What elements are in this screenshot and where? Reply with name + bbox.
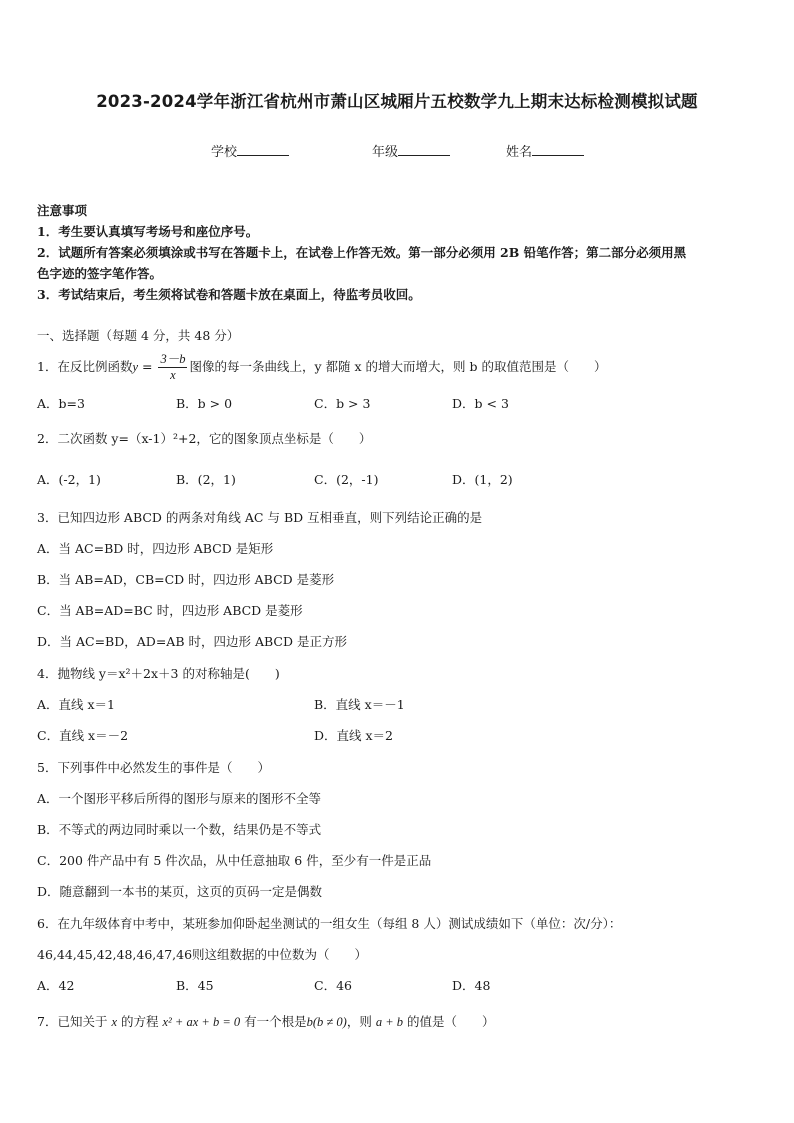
note-3: 3．考试结束后，考生须将试卷和答题卡放在桌面上，待监考员收回。 xyxy=(37,287,421,302)
q1-numerator: 3－b xyxy=(160,352,186,366)
q1-option-c: C．b > 3 xyxy=(314,396,371,411)
q5-option-c: C．200 件产品中有 5 件次品，从中任意抽取 6 件，至少有一件是正品 xyxy=(37,853,432,868)
note-1: 1．考生要认真填写考场号和座位序号。 xyxy=(37,224,259,239)
name-label: 姓名 xyxy=(506,145,533,160)
q7-p2: 的方程 xyxy=(120,1014,159,1029)
q4-option-d: D．直线 x＝2 xyxy=(314,728,393,743)
q4-option-c: C．直线 x＝－2 xyxy=(37,728,129,743)
q7-equation: x² + ax + b = 0 xyxy=(162,1015,241,1029)
name-blank xyxy=(532,143,584,156)
q3-option-a: A．当 AC=BD 时，四边形 ABCD 是矩形 xyxy=(37,541,274,556)
q7-p5: 的值是（ ） xyxy=(407,1014,495,1029)
q1-y: y xyxy=(132,360,139,374)
question-5: 5．下列事件中必然发生的事件是（ ） xyxy=(37,760,270,775)
q3-option-c: C．当 AB=AD=BC 时，四边形 ABCD 是菱形 xyxy=(37,603,303,618)
q1-option-b: B．b > 0 xyxy=(176,396,233,411)
q4-option-a: A．直线 x＝1 xyxy=(37,697,116,712)
q6-option-c: C．46 xyxy=(314,978,352,993)
question-4: 4．抛物线 y＝x²＋2x＋3 的对称轴是( ) xyxy=(37,666,280,681)
q2-option-d: D．(1，2) xyxy=(452,472,513,487)
q1-fraction xyxy=(158,352,187,383)
grade-blank xyxy=(398,143,450,156)
note-2b: 色字迹的签字笔作答。 xyxy=(37,266,163,281)
q3-option-b: B．当 AB=AD，CB=CD 时，四边形 ABCD 是菱形 xyxy=(37,572,335,587)
school-blank xyxy=(237,143,289,156)
notes-heading: 注意事项 xyxy=(37,203,88,218)
q1-suffix: 图像的每一条曲线上，y 都随 x 的增大而增大，则 b 的取值范围是（ ） xyxy=(189,359,607,374)
q2-option-c: C．(2，-1) xyxy=(314,472,379,487)
q7-p1: 7．已知关于 xyxy=(37,1014,108,1029)
q2-option-b: B．(2，1) xyxy=(176,472,236,487)
name-field xyxy=(506,141,584,160)
q6-option-d: D．48 xyxy=(452,978,491,993)
school-field xyxy=(211,141,289,160)
question-3: 3．已知四边形 ABCD 的两条对角线 AC 与 BD 互相垂直，则下列结论正确的是 xyxy=(37,510,483,525)
question-6-line2: 46,44,45,42,48,46,47,46则这组数据的中位数为（ ） xyxy=(37,947,368,962)
question-7 xyxy=(37,1012,495,1032)
q3-option-d: D．当 AC=BD，AD=AB 时，四边形 ABCD 是正方形 xyxy=(37,634,347,649)
q4-option-b: B．直线 x＝－1 xyxy=(314,697,405,712)
q1-option-d: D．b < 3 xyxy=(452,396,509,411)
q6-option-b: B．45 xyxy=(176,978,214,993)
grade-label: 年级 xyxy=(372,145,399,160)
q7-p4: ，则 xyxy=(346,1014,372,1029)
q5-option-b: B．不等式的两边同时乘以一个数，结果仍是不等式 xyxy=(37,822,322,837)
section-heading: 一、选择题（每题 4 分，共 48 分） xyxy=(37,328,240,343)
q7-p3: 有一个根是 xyxy=(244,1014,307,1029)
q6-option-a: A．42 xyxy=(37,978,75,993)
note-2a: 2．试题所有答案必须填涂或书写在答题卡上，在试卷上作答无效。第一部分必须用 2B 铅笔作答；第二部分必须用黑 xyxy=(37,245,687,260)
q5-option-a: A．一个图形平移后所得的图形与原来的图形不全等 xyxy=(37,791,322,806)
q1-denominator: x xyxy=(170,368,176,382)
page-title: 2023-2024学年浙江省杭州市萧山区城厢片五校数学九上期末达标检测模拟试题 xyxy=(96,92,698,111)
question-2: 2．二次函数 y=（x-1）²+2，它的图象顶点坐标是（ ） xyxy=(37,431,372,446)
q2-option-a: A．(-2，1) xyxy=(37,472,101,487)
question-1: 1．在反比例函数y = $\frac{3-b}{x}$ 图像的每一条曲线上，y 都随 x 的增大而增大，则 b 的取值范围是（ ） xyxy=(37,352,607,382)
q5-option-d: D．随意翻到一本书的某页，这页的页码一定是偶数 xyxy=(37,884,323,899)
q7-root: b(b ≠ 0) xyxy=(306,1015,347,1029)
question-6-line1: 6．在九年级体育中考中，某班参加仰卧起坐测试的一组女生（每组 8 人）测试成绩如下（单位：次/分）： xyxy=(37,916,622,931)
q1-option-a: A．b=3 xyxy=(37,396,85,411)
q7-expr: a + b xyxy=(375,1015,404,1029)
school-label: 学校 xyxy=(211,145,238,160)
grade-field xyxy=(372,141,450,160)
q1-prefix: 1．在反比例函数 xyxy=(37,359,133,374)
q7-var: x xyxy=(111,1015,117,1029)
